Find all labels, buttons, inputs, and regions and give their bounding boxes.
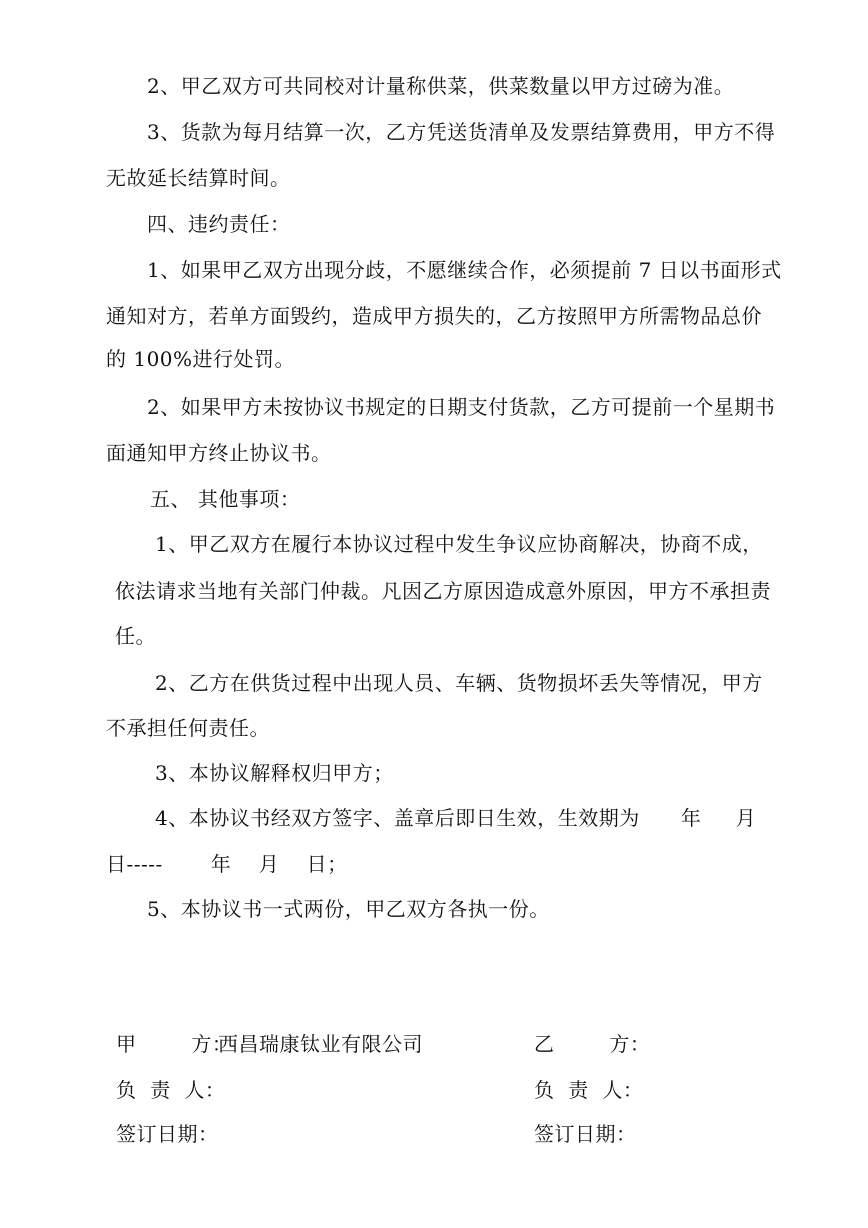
section-heading: 五、 其他事项： [150, 487, 301, 511]
party-a-name: 西昌瑞康钛业有限公司 [218, 1032, 423, 1056]
clause-line: 3、本协议解释权归甲方； [155, 761, 394, 785]
clause-line: 5、本协议书一式两份，甲乙双方各执一份。 [147, 897, 550, 921]
party-a-rep-label: 负 责 人： [116, 1078, 226, 1102]
clause-line: 通知对方，若单方面毁约，造成甲方损失的，乙方按照甲方所需物品总价 [106, 304, 762, 328]
clause-line: 3、货款为每月结算一次，乙方凭送货清单及发票结算费用，甲方不得 [147, 120, 776, 144]
clause-line: 面通知甲方终止协议书。 [106, 441, 332, 465]
party-b-date-label: 签订日期： [534, 1122, 637, 1146]
clause-line: 的 100%进行处罚。 [106, 347, 296, 371]
clause-line: 不承担任何责任。 [106, 716, 270, 740]
clause-line: 1、甲乙双方在履行本协议过程中发生争议应协商解决，协商不成， [155, 532, 763, 556]
party-b-label: 乙 方： [534, 1032, 651, 1056]
clause-line: 日----- 年 月 日； [106, 852, 348, 876]
clause-line: 2、乙方在供货过程中出现人员、车辆、货物损坏丢失等情况，甲方 [155, 671, 763, 695]
party-b-rep-label: 负 责 人： [534, 1078, 644, 1102]
clause-line: 2、如果甲方未按协议书规定的日期支付货款，乙方可提前一个星期书 [147, 395, 776, 419]
section-heading: 四、违约责任： [147, 212, 291, 236]
clause-line: 依法请求当地有关部门仲裁。凡因乙方原因造成意外原因，甲方不承担责 [115, 579, 771, 603]
party-a-label: 甲 方： [116, 1032, 233, 1056]
clause-line: 无故延长结算时间。 [106, 166, 291, 190]
clause-line: 1、如果甲乙双方出现分歧，不愿继续合作，必须提前 7 日以书面形式 [147, 258, 782, 282]
clause-line: 2、甲乙双方可共同校对计量称供菜，供菜数量以甲方过磅为准。 [147, 74, 735, 98]
clause-line: 任。 [115, 624, 156, 648]
party-a-date-label: 签订日期： [116, 1122, 219, 1146]
clause-line: 4、本协议书经双方签字、盖章后即日生效，生效期为 年 月 [155, 806, 757, 830]
